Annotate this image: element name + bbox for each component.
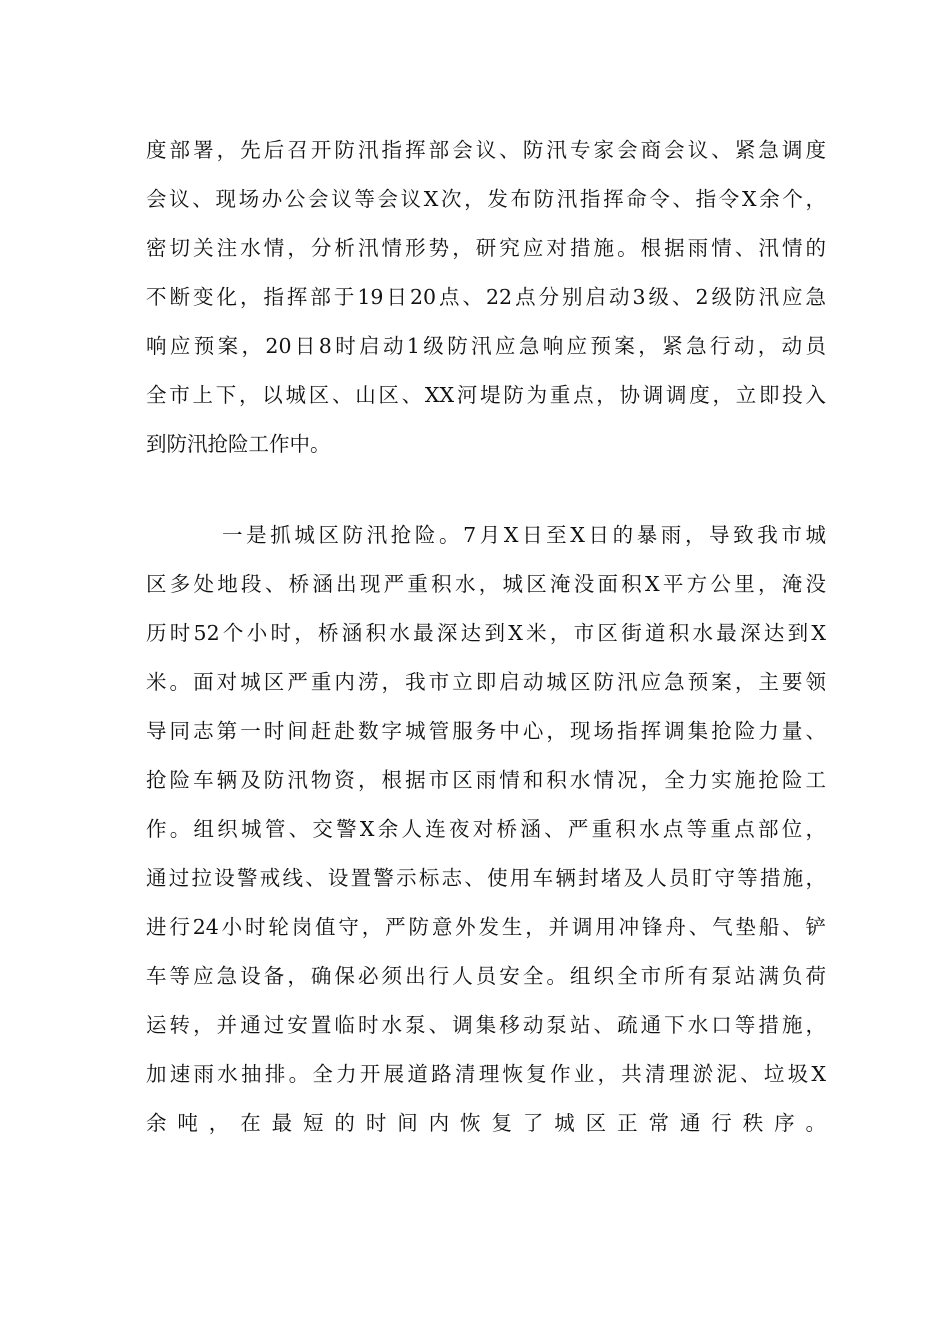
text-line: 米。面对城区严重内涝，我市立即启动城区防汛应急预案，主要领 (146, 670, 826, 694)
text-line: 会议、现场办公会议等会议X次，发布防汛指挥命令、指令X余个， (146, 187, 826, 211)
text-line: 进行24小时轮岗值守，严防意外发生，并调用冲锋舟、气垫船、铲 (146, 915, 826, 939)
text-line: 通过拉设警戒线、设置警示标志、使用车辆封堵及人员盯守等措施， (146, 866, 826, 890)
text-line: 抢险车辆及防汛物资，根据市区雨情和积水情况，全力实施抢险工 (146, 768, 826, 792)
paragraph-urban-flood-rescue (146, 511, 826, 1197)
text-line: 一是抓城区防汛抢险。7月X日至X日的暴雨，导致我市城 (222, 523, 826, 547)
text-line: 响应预案，20日8时启动1级防汛应急响应预案，紧急行动，动员 (146, 334, 826, 358)
text-line: 导同志第一时间赶赴数字城管服务中心，现场指挥调集抢险力量、 (146, 719, 826, 743)
text-line: 不断变化，指挥部于19日20点、22点分别启动3级、2级防汛应急 (146, 285, 826, 309)
text-line: 车等应急设备，确保必须出行人员安全。组织全市所有泵站满负荷 (146, 964, 826, 988)
text-line: 区多处地段、桥涵出现严重积水，城区淹没面积X平方公里，淹没 (146, 572, 826, 596)
paragraph-command-deployment (146, 126, 826, 469)
text-line: 度部署，先后召开防汛指挥部会议、防汛专家会商会议、紧急调度 (146, 138, 826, 162)
text-line: 全市上下，以城区、山区、XX河堤防为重点，协调调度，立即投入 (146, 383, 826, 407)
text-line: 作。组织城管、交警X余人连夜对桥涵、严重积水点等重点部位， (146, 817, 826, 841)
text-line: 加速雨水抽排。全力开展道路清理恢复作业，共清理淤泥、垃圾X (146, 1062, 826, 1086)
text-line: 密切关注水情，分析汛情形势，研究应对措施。根据雨情、汛情的 (146, 236, 826, 260)
text-line: 到防汛抢险工作中。 (146, 432, 331, 456)
text-line: 历时52个小时，桥涵积水最深达到X米，市区街道积水最深达到X (146, 621, 826, 645)
text-line: 余吨，在最短的时间内恢复了城区正常通行秩序。 (146, 1111, 826, 1135)
text-line: 运转，并通过安置临时水泵、调集移动泵站、疏通下水口等措施， (146, 1013, 826, 1037)
text-line (146, 1148, 826, 1197)
